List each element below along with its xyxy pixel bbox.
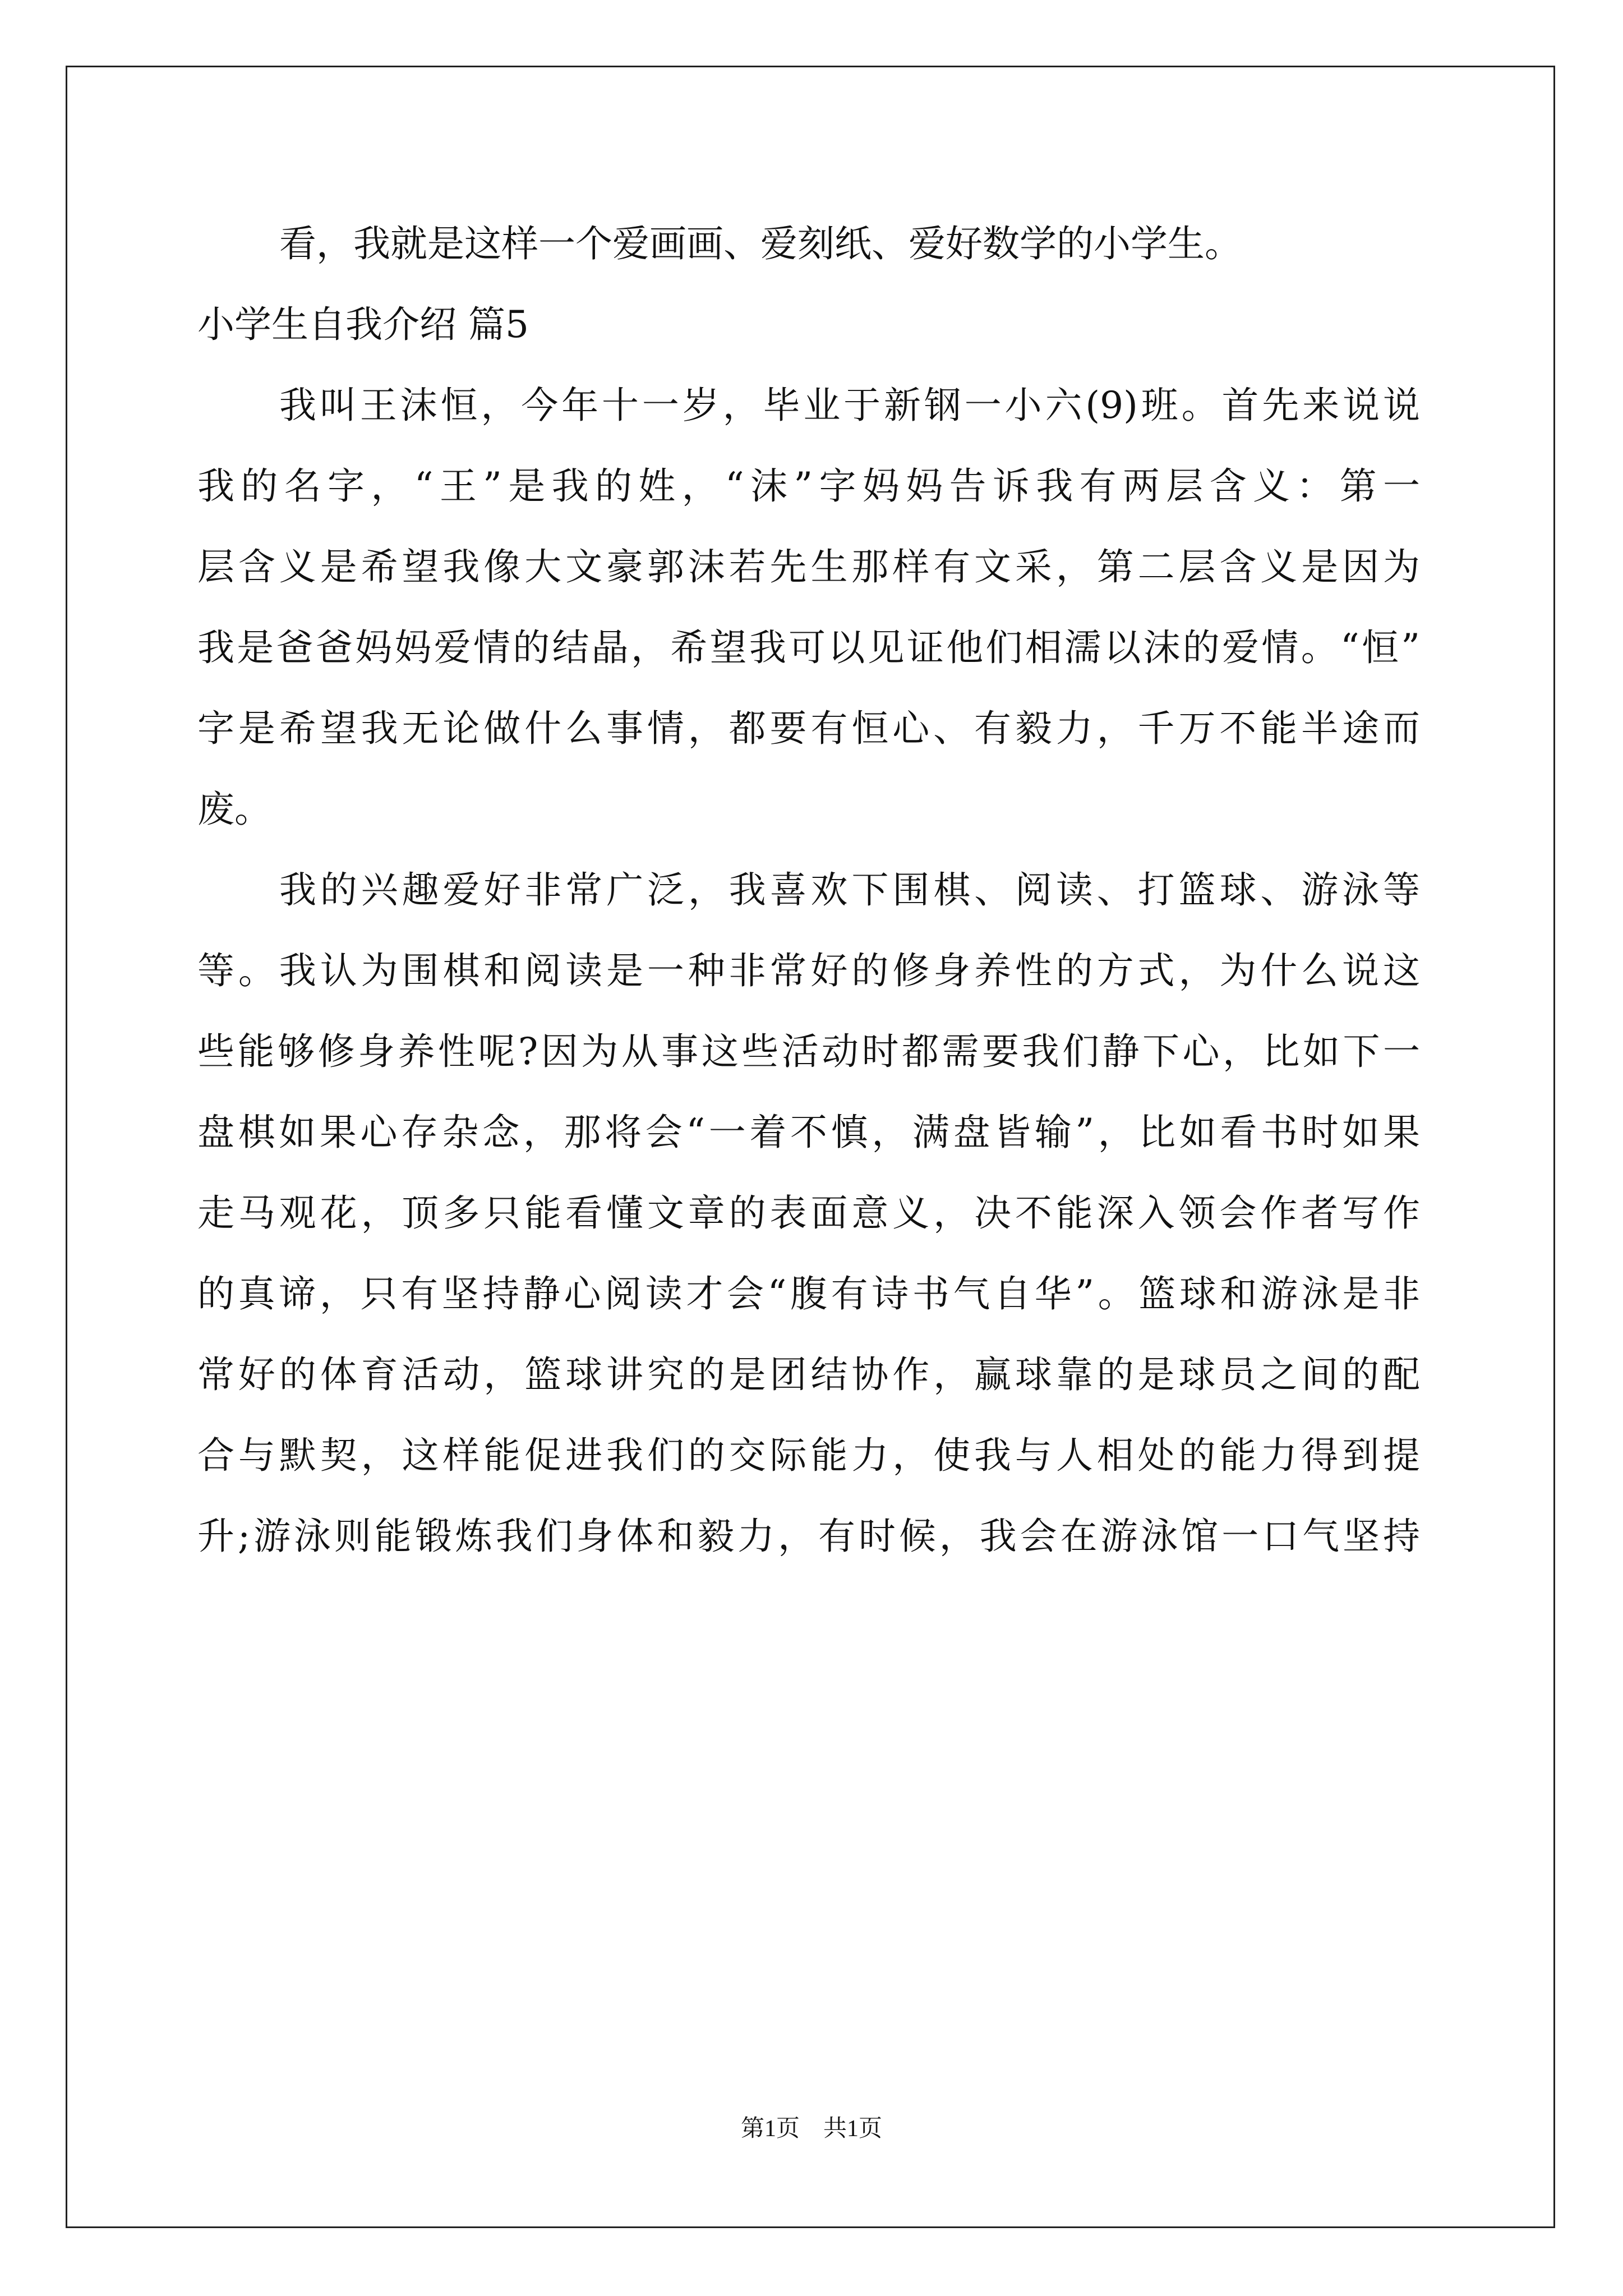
paragraph-line: 走马观花，顶多只能看懂文章的表面意义，决不能深入领会作者写作: [197, 1191, 1420, 1235]
paragraph-line: 盘棋如果心存杂念，那将会“一着不慎，满盘皆输”，比如看书时如果: [197, 1111, 1420, 1154]
paragraph-line: 我是爸爸妈妈爱情的结晶，希望我可以见证他们相濡以沫的爱情。“恒”: [197, 626, 1420, 669]
paragraph-line: 的真谛，只有坚持静心阅读才会“腹有诗书气自华”。篮球和游泳是非: [197, 1272, 1420, 1315]
paragraph-line: 层含义是希望我像大文豪郭沫若先生那样有文采，第二层含义是因为: [197, 545, 1420, 588]
page-number-footer: 第1页 共1页: [740, 2116, 882, 2142]
paragraph-line: 些能够修身养性呢?因为从事这些活动时都需要我们静下心，比如下一: [197, 1030, 1420, 1073]
paragraph-line: 我的名字，“王”是我的姓，“沫”字妈妈告诉我有两层含义：第一: [197, 464, 1420, 508]
paragraph-line: 字是希望我无论做什么事情，都要有恒心、有毅力，千万不能半途而: [197, 707, 1420, 750]
paragraph-line: 我的兴趣爱好非常广泛，我喜欢下围棋、阅读、打篮球、游泳等: [279, 868, 1420, 912]
paragraph-line: 升;游泳则能锻炼我们身体和毅力，有时候，我会在游泳馆一口气坚持: [197, 1515, 1420, 1558]
paragraph-line: 废。: [197, 788, 271, 831]
paragraph-line: 常好的体育活动，篮球讲究的是团结协作，赢球靠的是球员之间的配: [197, 1353, 1420, 1396]
paragraph-line: 我叫王沫恒，今年十一岁，毕业于新钢一小六(9)班。首先来说说: [279, 384, 1420, 427]
section-heading: 小学生自我介绍 篇5: [197, 303, 529, 346]
paragraph-line: 等。我认为围棋和阅读是一种非常好的修身养性的方式，为什么说这: [197, 949, 1420, 992]
paragraph-line: 合与默契，这样能促进我们的交际能力，使我与人相处的能力得到提: [197, 1434, 1420, 1477]
paragraph-line: 看，我就是这样一个爱画画、爱刻纸、爱好数学的小学生。: [279, 222, 1242, 265]
